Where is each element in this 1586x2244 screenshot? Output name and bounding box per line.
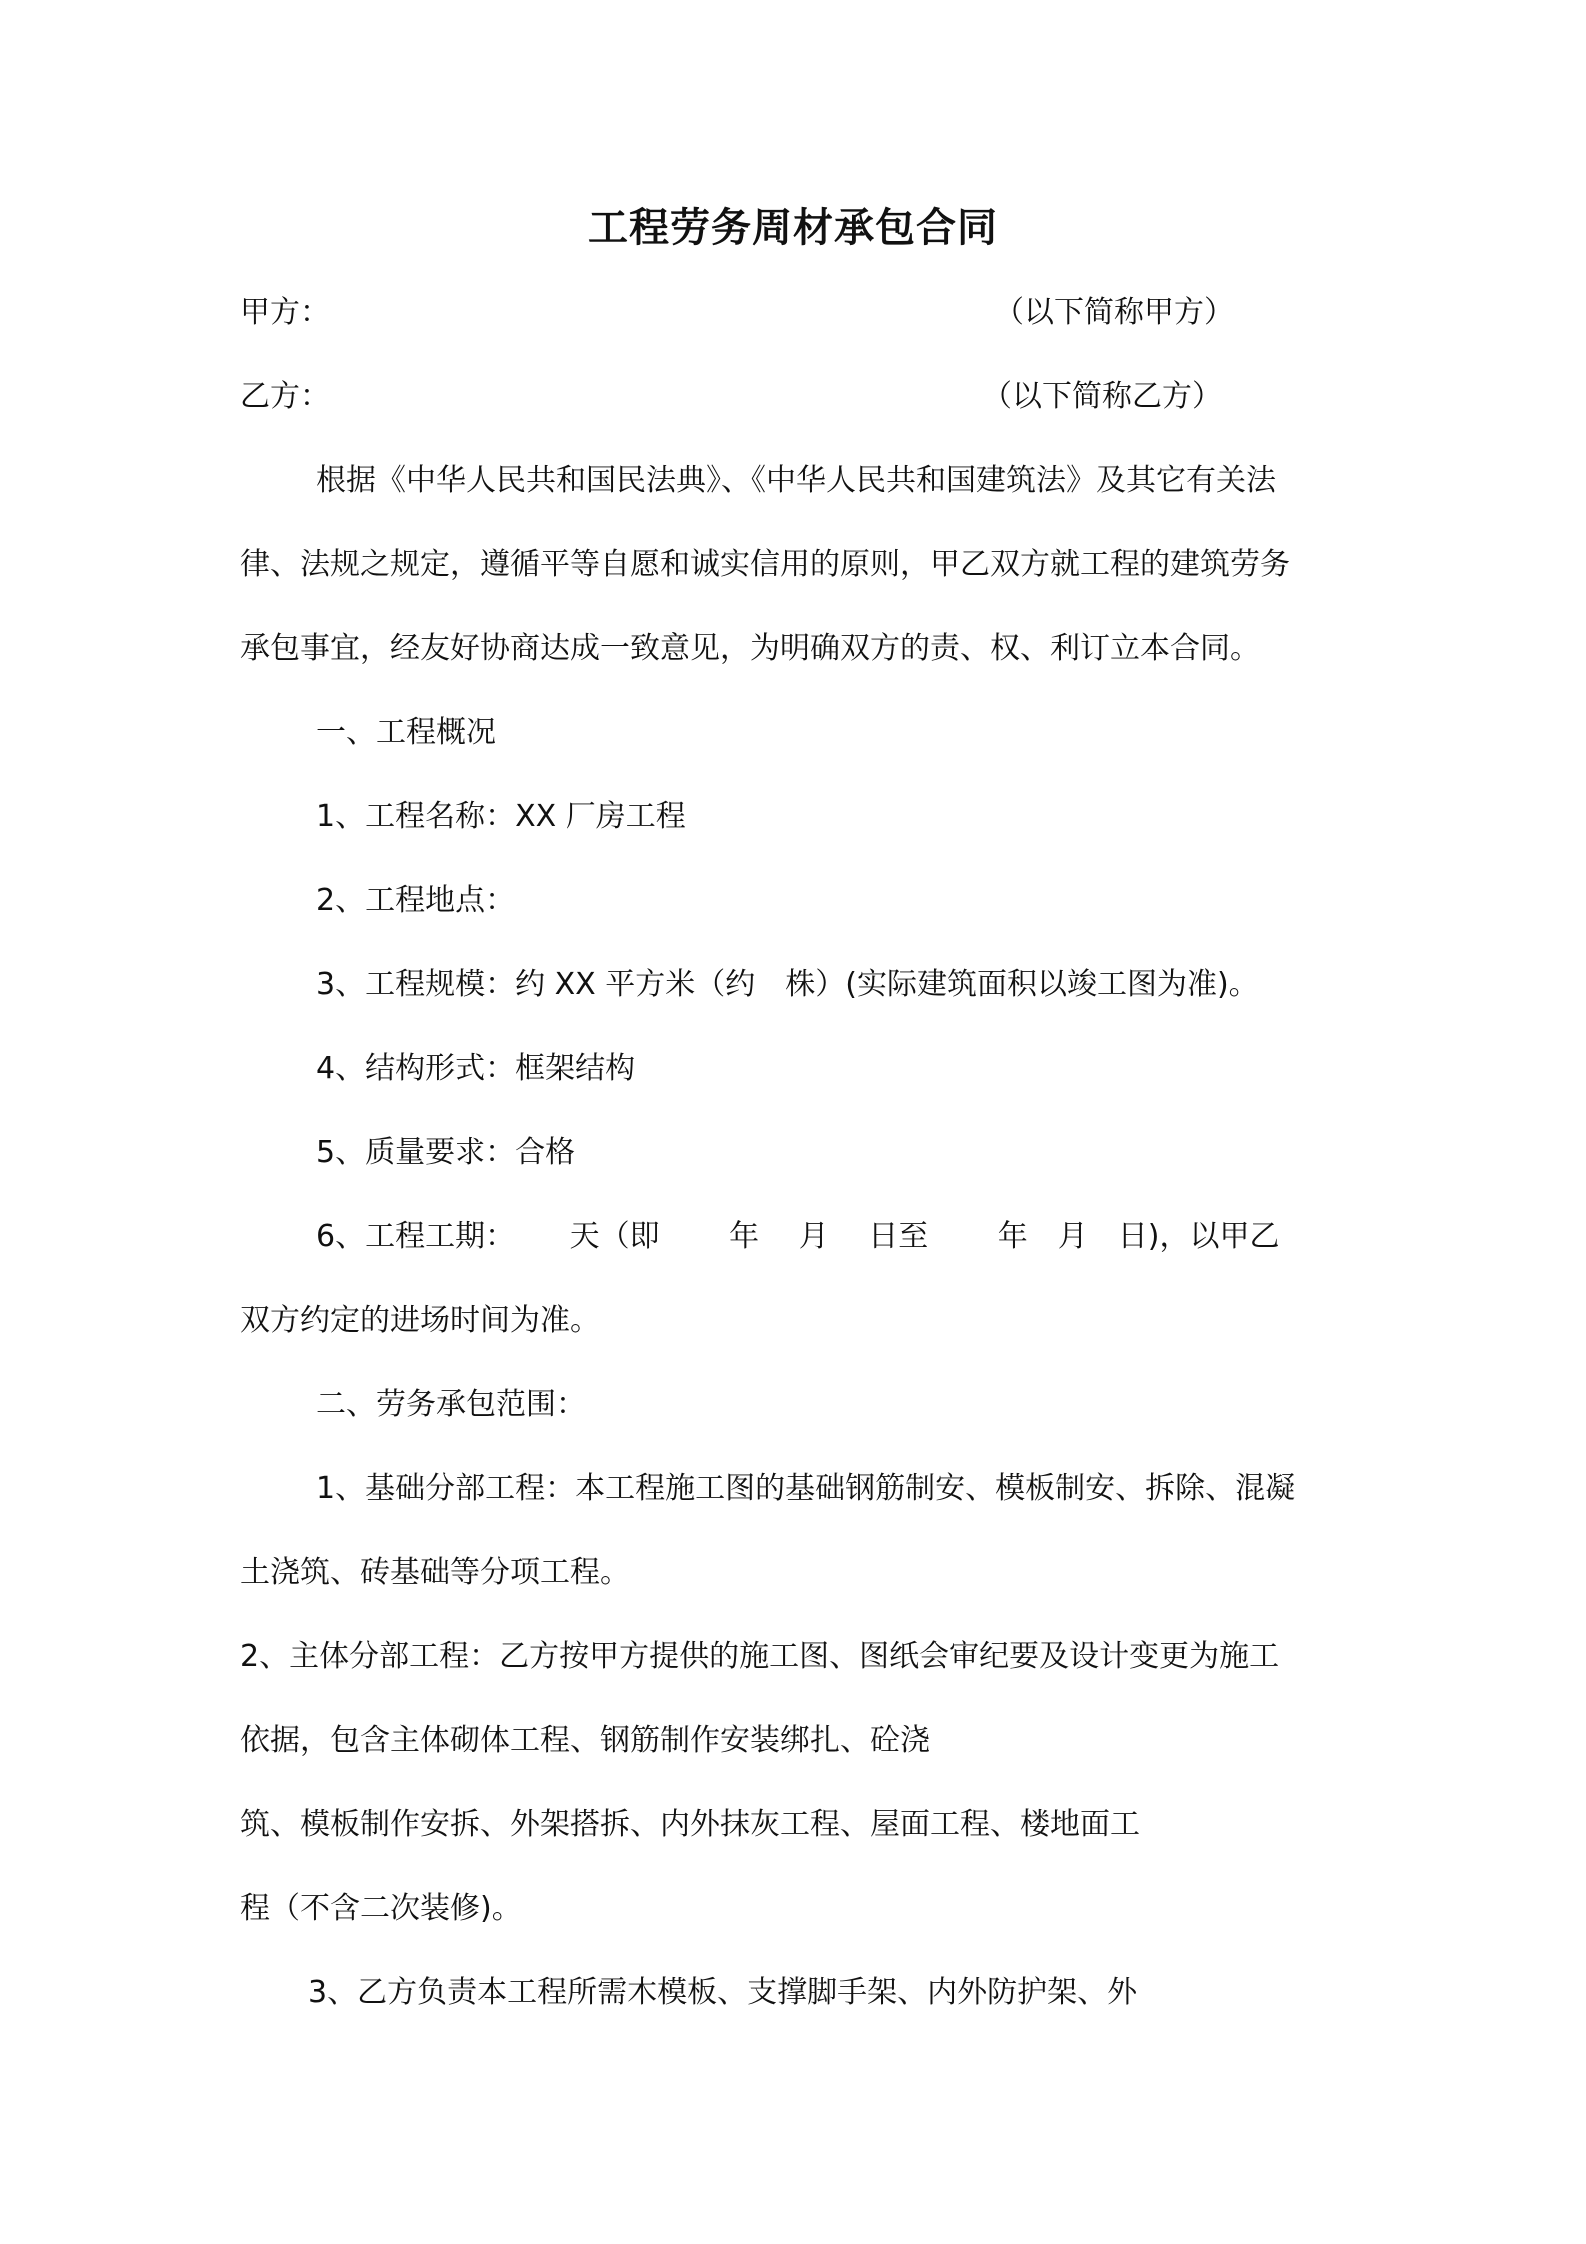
preamble-line-2: 律、法规之规定，遵循平等自愿和诚实信用的原则，甲乙双方就工程的建筑劳务 bbox=[240, 547, 1290, 582]
scope-item-main-cont-3: 程（不含二次装修)。 bbox=[240, 1891, 522, 1926]
contract-title: 工程劳务周材承包合同 bbox=[588, 205, 998, 251]
party-a-note: （以下简称甲方） bbox=[994, 295, 1234, 330]
preamble-line-1: 根据《中华人民共和国民法典》、《中华人民共和国建筑法》及其它有关法 bbox=[316, 463, 1276, 498]
overview-item-structure: 4、结构形式：框架结构 bbox=[316, 1051, 636, 1086]
preamble-line-3: 承包事宜，经友好协商达成一致意见，为明确双方的责、权、利订立本合同。 bbox=[240, 631, 1260, 666]
overview-item-name: 1、工程名称：XX 厂房工程 bbox=[316, 799, 686, 834]
overview-item-duration-cont: 双方约定的进场时间为准。 bbox=[240, 1303, 600, 1338]
party-a-label: 甲方： bbox=[240, 295, 330, 330]
overview-item-location: 2、工程地点： bbox=[316, 883, 516, 918]
party-b-label: 乙方： bbox=[240, 379, 330, 414]
party-b-note: （以下简称乙方） bbox=[982, 379, 1222, 414]
section-heading-scope: 二、劳务承包范围： bbox=[316, 1387, 586, 1422]
scope-item-materials: 3、乙方负责本工程所需木模板、支撑脚手架、内外防护架、外 bbox=[308, 1975, 1138, 2010]
scope-item-main: 2、主体分部工程：乙方按甲方提供的施工图、图纸会审纪要及设计变更为施工 bbox=[240, 1639, 1280, 1674]
overview-item-scale: 3、工程规模：约 XX 平方米（约 株）(实际建筑面积以竣工图为准)。 bbox=[316, 967, 1259, 1002]
scope-item-main-cont-1: 依据，包含主体砌体工程、钢筋制作安装绑扎、砼浇 bbox=[240, 1723, 930, 1758]
overview-item-duration: 6、工程工期： 天（即 年 月 日至 年 月 日)，以甲乙 bbox=[316, 1219, 1280, 1254]
section-heading-overview: 一、工程概况 bbox=[316, 715, 496, 750]
scope-item-foundation-cont: 土浇筑、砖基础等分项工程。 bbox=[240, 1555, 630, 1590]
scope-item-main-cont-2: 筑、模板制作安拆、外架搭拆、内外抹灰工程、屋面工程、楼地面工 bbox=[240, 1807, 1140, 1842]
scope-item-foundation: 1、基础分部工程：本工程施工图的基础钢筋制安、模板制安、拆除、混凝 bbox=[316, 1471, 1296, 1506]
overview-item-quality: 5、质量要求：合格 bbox=[316, 1135, 576, 1170]
